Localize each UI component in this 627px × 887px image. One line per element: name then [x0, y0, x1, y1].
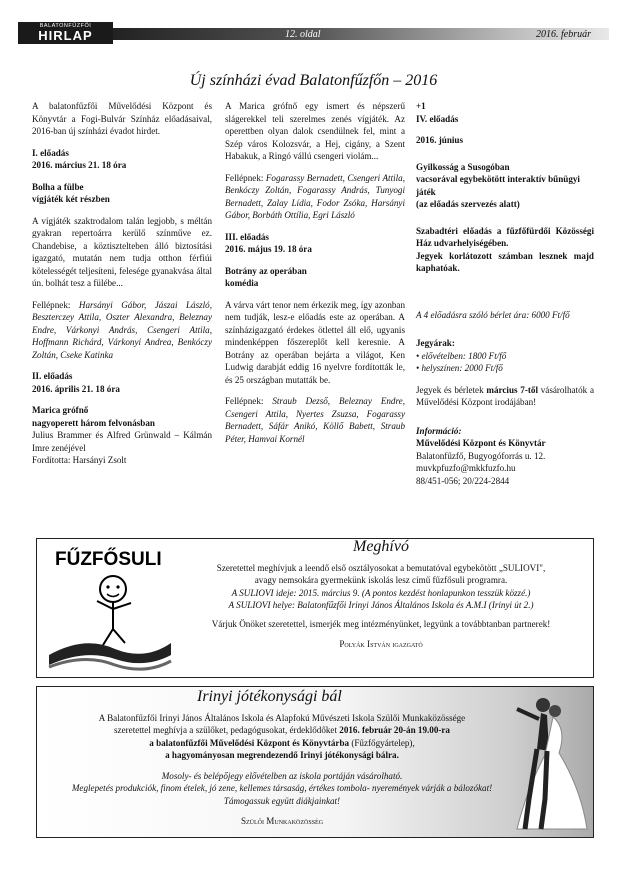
invitation-box	[36, 538, 594, 678]
invitation-line-1: Szeretettel meghívjuk a leendő első osztályosokat a bemutatóval egybekötött „SULIOVI",	[216, 562, 546, 573]
masthead-big: HIRLAP	[38, 28, 93, 43]
pass-price: A 4 előadásra szóló bérlet ára: 6000 Ft/fő	[416, 309, 570, 320]
ball-line-5: Mosoly- és belépőjegy elővételben az iskola portáján vásárolható.	[161, 770, 403, 781]
header-bar	[113, 28, 609, 40]
e1-desc: A vígjáték szaktrodalom talán legjobb, s méltán gyakran repertoárra kerülő színműve ez. Chandebise, a köztisztelteben álló biztosítási igazgató, mutatán nem tudja otthon férfiúi kötelességét teljesíteni, felesége gyanakvása által ún. bolhát tesz a fülébe...	[32, 215, 212, 288]
e4-title: Gyilkosság a Susogóban	[416, 161, 510, 172]
ball-date: 2016. február 20-án 19.00-ra	[339, 725, 450, 735]
e2-authors: Julius Brammer és Alfred Grünwald – Kálmán Imre zenéjével	[32, 430, 212, 453]
invitation-line-5: Várjuk Önöket szeretettel, ismerjék meg intézményünket, legyünk a továbbtanban partnerek!	[211, 618, 551, 629]
sale-info	[416, 384, 594, 409]
price-advance-text: elővételben: 1800 Ft/fő	[421, 350, 507, 361]
e3-title: Botrány az operában	[225, 265, 307, 276]
tickets-limited: Jegyek korlátozott számban lesznek majd kaphatóak.	[416, 250, 594, 273]
ball-line-2	[47, 724, 517, 737]
e1-date: 2016. március 21. 18 óra	[32, 160, 127, 170]
column-1	[32, 100, 212, 467]
info-email: muvkpfuzfo@mkkfuzfo.hu	[416, 463, 516, 473]
e4-note: (az előadás szervezés alatt)	[416, 199, 520, 209]
e3-subtitle: komédia	[225, 278, 259, 288]
e3-date: 2016. május 19. 18 óra	[225, 244, 312, 254]
e1-cast-label: Fellépnek:	[32, 299, 71, 310]
prices-label: Jegyárak:	[416, 338, 455, 348]
e2-cast	[225, 172, 405, 222]
ball-line-3	[47, 737, 517, 750]
masthead-logo	[18, 22, 113, 44]
ball-line-1: A Balatonfűzfői Irinyi János Általános Iskola és Alapfokú Művészeti Iskola Szülői Munkaközössége	[98, 712, 466, 723]
ball-line-6: Meglepetés produkciók, finom ételek, jó zene, kellemes társaság, értékes tombola- nyeremények várják a bálozókat!	[71, 783, 493, 793]
e2-cast-label: Fellépnek:	[225, 172, 264, 183]
e3-cast-label: Fellépnek:	[225, 396, 264, 406]
e2-translator: Fordította: Harsányi Zsolt	[32, 455, 127, 465]
sale-pre: Jegyek és bérletek	[416, 384, 487, 395]
e1-cast-list: Harsányi Gábor, Jászai László, Beszterczey Attila, Oszter Alexandra, Beleznay Endre, Várkonyi András, Csengeri Attila, Hoffmann Richárd, Várkonyi Andrea, Benkóczy Zoltán, Cseke Katinka	[32, 299, 212, 360]
ball-signature: Szülői Munkaközösség	[240, 816, 324, 826]
e4-date: 2016. június	[416, 135, 464, 145]
e4-label: IV. előadás	[416, 113, 459, 124]
e2-cast-list: Fogarassy Bernadett, Csengeri Attila, Benkóczy Zoltán, Fogarassy András, Tunyogi Bernadett, Zalay Lídia, Fodor Zsóka, Harsányi Gábor, Borbáth Ottília, Egri László	[225, 172, 405, 220]
ball-venue: a balatonfűzfői Művelődési Központ és Könyvtárba	[149, 737, 350, 748]
outdoor-note: Szabadtéri előadás a fűzfőfürdői Közösségi Ház udvarhelyiségében.	[416, 225, 594, 248]
masthead-small: BALATONFŰZFŐI	[39, 23, 92, 29]
e2-date: 2016. április 21. 18 óra	[32, 383, 120, 394]
page-header	[0, 22, 627, 42]
e1-title: Bolha a fülbe	[32, 181, 84, 192]
info-address: Balatonfűzfő, Bugyogóforrás u. 12.	[416, 450, 546, 461]
invitation-content	[177, 538, 585, 651]
invitation-line-4: A SULIOVI helye: Balatonfűzfői Irinyi János Általános Iskola és A.M.I (Irinyi út 2.)	[228, 600, 534, 610]
column-3	[416, 100, 594, 487]
fuzfosuli-logo	[45, 543, 175, 673]
info-label: Információ:	[416, 425, 462, 436]
page-number: 12. oldal	[285, 29, 321, 40]
invitation-signature: Polyák István igazgató	[339, 639, 423, 649]
price-list	[416, 350, 594, 375]
info-org: Művelődési Központ és Könyvtár	[416, 438, 546, 448]
e3-cast-list: Straub Dezső, Beleznay Endre, Csengeri Attila, Nyertes Zsuzsa, Fogarassy Bernadett, Sáfár Anikó, Köllő Babett, Straub Péter, Hamvai Kornél	[225, 396, 405, 444]
invitation-line-3: A SULIOVI ideje: 2015. március 9. (A pontos kezdést honlapunkon tesszük közzé.)	[231, 587, 531, 598]
invitation-title: Meghívó	[353, 538, 409, 555]
info-phone: 88/451-056; 20/224-2844	[416, 475, 510, 486]
price-onsite: • helyszínen: 2000 Ft/fő	[416, 363, 503, 373]
e2-label: II. előadás	[32, 371, 73, 381]
price-onsite-text: helyszínen: 2000 Ft/fő	[421, 363, 503, 373]
invitation-line-2: avagy nemsokára gyermekünk iskolás lesz című fűzfősuli programra.	[254, 575, 508, 585]
e4-subtitle: vacsorával egybekötött interaktív bűnügyi játék	[416, 174, 580, 197]
ball-line-4: a hagyományosan megrendezendő Irinyi jótékonysági bálra.	[165, 750, 399, 760]
price-advance: • elővételben: 1800 Ft/fő	[416, 350, 507, 361]
sale-post: vásárolhatók a Művelődési Központ irodájában!	[416, 384, 594, 407]
ball-line-7: Támogassuk együtt diákjainkat!	[223, 795, 341, 806]
e1-cast	[32, 299, 212, 362]
ball-venue-note: (Fűzfőgyártelep),	[349, 737, 415, 748]
article-title: Új színházi évad Balatonfűzfőn – 2016	[189, 72, 438, 89]
ball-box	[36, 686, 594, 838]
e3-cast	[225, 395, 405, 445]
e2-title: Marica grófnő	[32, 405, 89, 415]
e1-label: I. előadás	[32, 147, 69, 158]
fuzfosuli-logo-text: FŰZFŐSULI	[55, 549, 162, 570]
intro: A balatonfűzfői Művelődési Központ és Könyvtár a Fogi-Bulvár Színház előadásaival, 2016-ban új színházi évadot hirdet.	[32, 101, 212, 136]
ball-line-2-text: szeretettel meghívja a szülőket, pedagógusokat, érdeklődőket	[114, 725, 340, 735]
e3-desc: A várva várt tenor nem érkezik meg, így azonban nem tudják, lesz-e előadás este az operában. A színházigazgató érdekes ötlettel áll elő, ugyanis mindenképpen főszereplőt kell keresnie. A Botrány az operában bejárta a világot, Ken Ludwig darabját eddig 16 nyelvre fordították le, és 25 országban mutatták be.	[225, 299, 405, 385]
e2-desc: A Marica grófnő egy ismert és népszerű slágerekkel teli szerelmes zenés vígjáték. Az operettben olyan dalok csendülnek fel, mint a Szép város Kolozsvár, a Hej, cigány, a Szent Habakuk, a Ringó vállú csengeri violám...	[225, 101, 405, 161]
plus-one: +1	[416, 101, 426, 111]
sale-date: március 7-től	[486, 384, 538, 395]
e3-label: III. előadás	[225, 231, 269, 242]
column-2	[225, 100, 405, 454]
issue-date: 2016. február	[536, 29, 591, 40]
ball-content	[47, 688, 517, 828]
e1-subtitle: vígjáték két részben	[32, 194, 110, 204]
ball-title: Irinyi jótékonysági bál	[197, 688, 342, 705]
e2-subtitle: nagyoperett három felvonásban	[32, 417, 155, 428]
